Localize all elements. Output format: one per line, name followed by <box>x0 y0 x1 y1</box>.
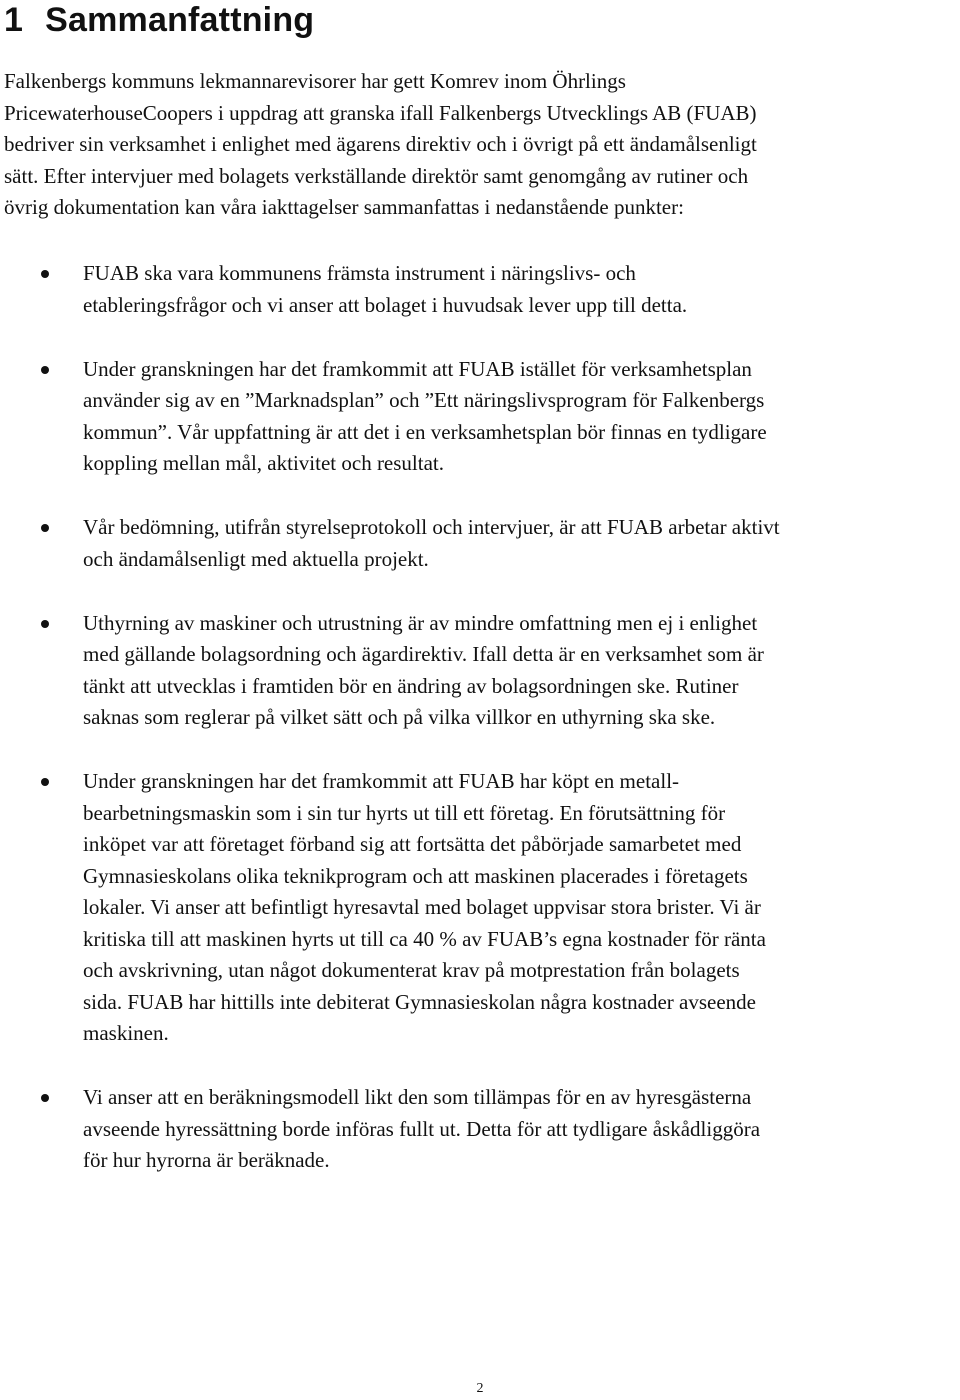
bullet-line: sida. FUAB har hittills inte debiterat Gymnasieskolan några kostnader avseende <box>83 989 756 1014</box>
section-number: 1 <box>4 1 24 39</box>
bullet-line: FUAB ska vara kommunens främsta instrument i näringslivs- och <box>83 261 636 285</box>
bullet-line: Gymnasieskolans olika teknikprogram och att maskinen placerades i företagets <box>83 863 748 888</box>
bullet-line: Under granskningen har det framkommit att FUAB istället för verksamhetsplan <box>83 356 752 381</box>
bullet-line: med gällande bolagsordning och ägardirektiv. Ifall detta är en verksamhet som är <box>83 642 764 666</box>
section-title: Sammanfattning <box>45 1 315 39</box>
bullet-line: använder sig av en ”Marknadsplan” och ”Ett näringslivsprogram för Falkenbergs <box>83 388 765 412</box>
bullet-line: kommun”. Vår uppfattning är att det i en verksamhetsplan bör finnas en tydligare <box>83 419 767 444</box>
bullet-line: saknas som reglerar på vilket sätt och på vilka villkor en uthyrning ska ske. <box>83 705 716 729</box>
bullet-dot-icon <box>41 620 49 628</box>
bullet-line: inköpet var att företaget förband sig att fortsätta det påbörjade samarbetet med <box>83 832 742 856</box>
bullet-line: lokaler. Vi anser att befintligt hyresavtal med bolaget uppvisar stora brister. Vi är <box>83 895 761 919</box>
bullet-line: avseende hyressättning borde införas fullt ut. Detta för att tydligare åskådliggöra <box>83 1116 761 1141</box>
bullet-line: och ändamålsenligt med aktuella projekt. <box>83 546 429 571</box>
bullet-item-5 <box>0 766 960 1050</box>
bullet-dot-icon <box>41 778 49 786</box>
section-heading <box>4 0 314 40</box>
bullet-dot-icon <box>41 366 49 374</box>
bullet-line: koppling mellan mål, aktivitet och resultat. <box>83 451 444 475</box>
intro-line: sätt. Efter intervjuer med bolagets verkställande direktör samt genomgång av rutiner och <box>4 163 749 188</box>
bullet-item-4 <box>0 608 960 734</box>
bullet-line: för hur hyrorna är beräknade. <box>83 1148 330 1172</box>
bullet-item-3 <box>0 512 960 575</box>
bullet-dot-icon <box>41 524 49 532</box>
bullet-item-6 <box>0 1082 960 1177</box>
intro-line: bedriver sin verksamhet i enlighet med ägarens direktiv och i övrigt på ett ändamålsenligt <box>4 132 757 156</box>
bullet-line: bearbetningsmaskin som i sin tur hyrts ut till ett företag. En förutsättning för <box>83 800 726 825</box>
bullet-line: kritiska till att maskinen hyrts ut till ca 40 % av FUAB’s egna kostnader för ränta <box>83 926 766 951</box>
intro-line: Falkenbergs kommuns lekmannarevisorer har gett Komrev inom Öhrlings <box>4 69 626 93</box>
bullet-line: och avskrivning, utan något dokumenterat krav på motprestation från bolagets <box>83 958 740 982</box>
bullet-line: Vi anser att en beräkningsmodell likt den som tillämpas för en av hyresgästerna <box>83 1085 752 1109</box>
bullet-dot-icon <box>41 1094 49 1102</box>
bullet-dot-icon <box>41 270 49 278</box>
intro-paragraph <box>4 66 960 224</box>
intro-line: övrig dokumentation kan våra iakttagelser sammanfattas i nedanstående punkter: <box>4 195 684 219</box>
bullet-item-1 <box>0 258 960 321</box>
summary-bullet-list <box>0 258 960 1209</box>
bullet-line: Uthyrning av maskiner och utrustning är av mindre omfattning men ej i enlighet <box>83 610 758 635</box>
page-number: 2 <box>476 1381 484 1396</box>
bullet-line: tänkt att utvecklas i framtiden bör en ändring av bolagsordningen ske. Rutiner <box>83 673 739 698</box>
bullet-line: etableringsfrågor och vi anser att bolaget i huvudsak lever upp till detta. <box>83 292 688 317</box>
bullet-line: maskinen. <box>83 1021 169 1045</box>
bullet-line: Vår bedömning, utifrån styrelseprotokoll och intervjuer, är att FUAB arbetar aktivt <box>83 515 780 539</box>
bullet-item-2 <box>0 354 960 480</box>
intro-line: PricewaterhouseCoopers i uppdrag att granska ifall Falkenbergs Utvecklings AB (FUAB) <box>4 100 757 125</box>
bullet-line: Under granskningen har det framkommit att FUAB har köpt en metall- <box>83 769 680 793</box>
